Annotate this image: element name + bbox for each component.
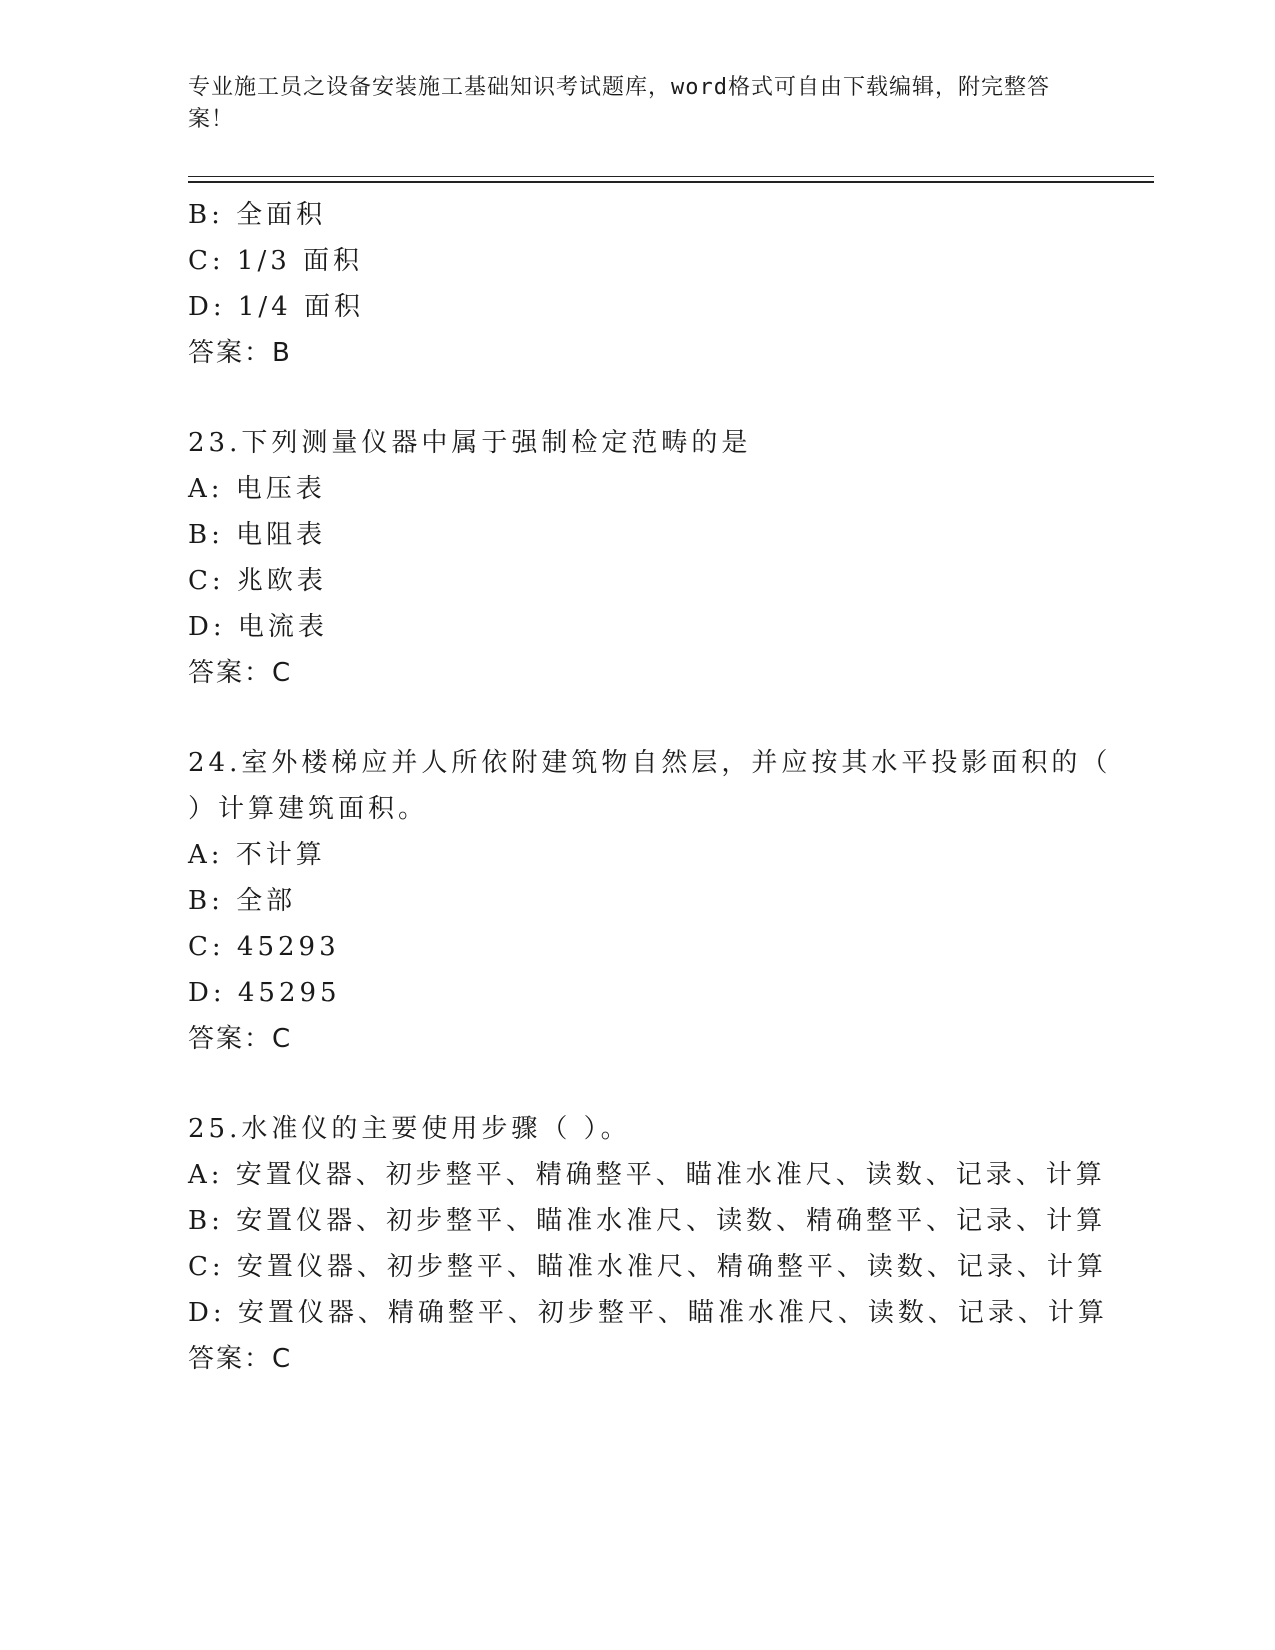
spacer — [188, 696, 1088, 740]
header-divider-top — [188, 176, 1154, 177]
question-text: 23.下列测量仪器中属于强制检定范畴的是 — [188, 428, 752, 458]
option-d: D: 1/4 面积 — [188, 292, 364, 322]
option-d: D: 安置仪器、精确整平、初步整平、瞄准水准尺、读数、记录、计算 — [188, 1298, 1108, 1328]
question-text: 25.水准仪的主要使用步骤（ ）。 — [188, 1114, 631, 1144]
question-text-line-2: ）计算建筑面积。 — [188, 794, 429, 824]
question-list — [188, 192, 1112, 1382]
option-c: C: 1/3 面积 — [188, 246, 364, 276]
answer-line: 答案：B — [188, 338, 292, 368]
spacer — [188, 1062, 1088, 1106]
header-divider-bottom — [188, 181, 1154, 183]
option-c: C: 兆欧表 — [188, 566, 327, 596]
option-c: C: 45293 — [188, 932, 340, 962]
option-d: D: 电流表 — [188, 612, 328, 642]
option-a: A: 电压表 — [188, 474, 326, 504]
option-c: C: 安置仪器、初步整平、瞄准水准尺、精确整平、读数、记录、计算 — [188, 1252, 1107, 1282]
question-text-line-1: 24.室外楼梯应并人所依附建筑物自然层，并应按其水平投影面积的（ — [188, 748, 1112, 778]
spacer — [188, 376, 1088, 420]
answer-line: 答案：C — [188, 1344, 293, 1374]
option-a: A: 不计算 — [188, 840, 326, 870]
question-23-block — [188, 420, 1088, 696]
option-b: B: 全部 — [188, 886, 297, 916]
option-d: D: 45295 — [188, 978, 341, 1008]
answer-line: 答案：C — [188, 658, 293, 688]
option-b: B: 电阻表 — [188, 520, 327, 550]
option-b: B: 安置仪器、初步整平、瞄准水准尺、读数、精确整平、记录、计算 — [188, 1206, 1107, 1236]
option-b: B: 全面积 — [188, 200, 327, 230]
option-a: A: 安置仪器、初步整平、精确整平、瞄准水准尺、读数、记录、计算 — [188, 1160, 1106, 1190]
question-22-block — [188, 192, 1088, 376]
document-header: 专业施工员之设备安装施工基础知识考试题库，word格式可自由下载编辑，附完整答案！ — [188, 75, 1050, 132]
question-25-block — [188, 1106, 1108, 1382]
question-24-block — [188, 740, 1112, 1062]
answer-line: 答案：C — [188, 1024, 293, 1054]
